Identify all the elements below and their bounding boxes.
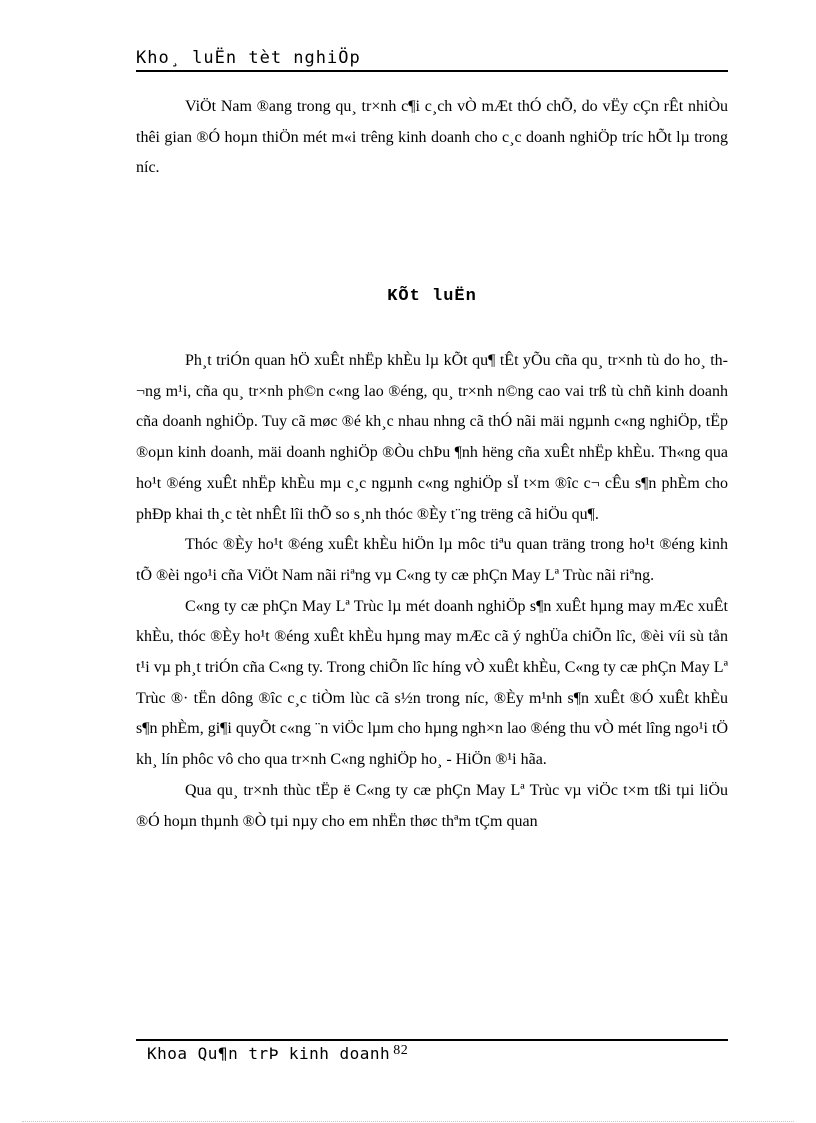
page-edge-divider [22, 1121, 794, 1122]
conclusion-body [136, 346, 728, 837]
footer-rule [136, 1039, 728, 1041]
page-number: 82 [393, 1043, 409, 1058]
paragraph: Thóc ®Èy ho¹t ®éng xuÊt khÈu hiÖn lµ môc tiªu quan träng trong ho¹t ®éng kinh tÕ ®èi ngo¹i cña ViÖt Nam nãi riªng vµ C«ng ty cæ phÇn May Lª Trùc nãi riªng. [136, 536, 728, 584]
intro-section [136, 92, 728, 184]
section-heading: KÕt luËn [387, 287, 477, 306]
page-header: Kho¸ luËn tèt nghiÖp [136, 48, 361, 68]
footer-department: Khoa Qu¶n trÞ kinh doanh [147, 1044, 391, 1063]
paragraph: Ph¸t triÓn quan hÖ xuÊt nhËp khÈu lµ kÕt qu¶ tÊt yÕu cña qu¸ tr×nh tù do ho¸ th¬ng m¹i, cña qu¸ tr×nh ph©n c«ng lao ®éng, qu¸ tr×nh n©ng cao vai trß tù chñ kinh doanh cña doanh nghiÖp. Tuy cã møc ®é kh¸c nhau nhng cã thÓ nãi mäi ngµnh c«ng nghiÖp, tËp ®oµn kinh doanh, mäi doanh nghiÖp ®Òu chÞu ¶nh hëng cña xuÊt nhËp khÈu. Th«ng qua ho¹t ®éng xuÊt nhËp khÈu mµ c¸c ngµnh c«ng nghiÖp sÏ t×m ®îc c¬ cÊu s¶n phÈm cho phÐp khai th¸c tèt nhÊt lîi thÕ so s¸nh thóc ®Èy t¨ng trëng cã hiÖu qu¶. [136, 352, 728, 523]
intro-paragraph: ViÖt Nam ®ang trong qu¸ tr×nh c¶i c¸ch vÒ mÆt thÓ chÕ, do vËy cÇn rÊt nhiÒu thêi gian ®Ó hoµn thiÖn mét m«i trêng kinh doanh cho c¸c doanh nghiÖp tríc hÕt lµ trong níc. [136, 98, 728, 177]
paragraph: C«ng ty cæ phÇn May Lª Trùc lµ mét doanh nghiÖp s¶n xuÊt hµng may mÆc xuÊt khÈu, thóc ®Èy ho¹t ®éng xuÊt khÈu hµng may mÆc cã ý nghÜa chiÕn lîc, ®èi víi sù tån t¹i vµ ph¸t triÓn cña C«ng ty. Trong chiÕn lîc híng vÒ xuÊt khÈu, C«ng ty cæ phÇn May Lª Trùc ®· tËn dông ®îc c¸c tiÒm lùc cã s½n trong níc, ®Èy m¹nh s¶n xuÊt ®Ó xuÊt khÈu s¶n phÈm, gi¶i quyÕt c«ng ¨n viÖc lµm cho hµng ngh×n lao ®éng thu vÒ mét lîng ngo¹i tÖ kh¸ lín phôc vô cho qua tr×nh C«ng nghiÖp ho¸ - HiÖn ®¹i hãa. [136, 597, 728, 769]
page-footer [147, 1043, 408, 1063]
header-rule [136, 70, 728, 72]
paragraph: Qua qu¸ tr×nh thùc tËp ë C«ng ty cæ phÇn May Lª Trùc vµ viÖc t×m tßi tµi liÖu ®Ó hoµn thµnh ®Ò tµi nµy cho em nhËn thøc thªm tÇm quan [136, 781, 728, 830]
